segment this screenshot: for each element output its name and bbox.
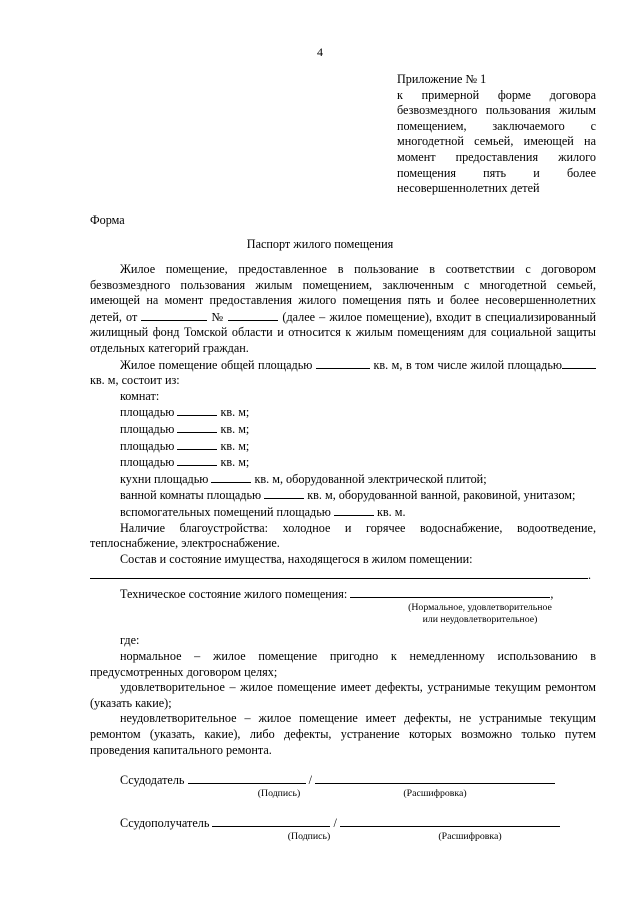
room-area-line: площадью кв. м; — [120, 438, 250, 453]
auxiliary-area-field[interactable] — [334, 504, 374, 516]
property-paragraph: Состав и состояние имущества, находящегося в жилом помещении: . — [90, 552, 596, 584]
room-area-field[interactable] — [177, 404, 217, 416]
where-label: где: — [120, 633, 140, 648]
room-area-line: площадью кв. м; — [120, 455, 250, 470]
amenities-paragraph: Наличие благоустройства: холодное и горячее водоснабжение, водоотведение, теплоснабжение, электроснабжение. — [90, 520, 596, 551]
document-title: Паспорт жилого помещения — [246, 237, 394, 251]
borrower-signature-field[interactable] — [212, 815, 330, 827]
appendix-title: Приложение № 1 — [397, 72, 487, 86]
appendix-body: к примерной форме договора безвозмездного пользования жилым помещением, заключаемого с многодетной семьей, имеющей на момент предоставления жилого помещения пять и более — [397, 87, 596, 180]
document-body — [90, 262, 596, 758]
appendix-header — [397, 72, 596, 197]
lender-label: Ссудодатель — [120, 773, 185, 787]
borrower-label: Ссудополучатель — [120, 816, 210, 830]
tech-state-line: Техническое состояние жилого помещения: , — [120, 586, 554, 601]
lender-signature-field[interactable] — [188, 772, 306, 784]
room-area-field[interactable] — [177, 438, 217, 450]
borrower-decode-caption: (Расшифровка) — [438, 831, 502, 842]
room-area-line: площадью кв. м; — [120, 405, 250, 420]
borrower-sign-caption: (Подпись) — [287, 831, 331, 842]
lender-name-field[interactable] — [315, 772, 555, 784]
satisfactory-definition: удовлетворительное – жилое помещение имеет дефекты, устранимые текущим ремонтом (указать какие); — [90, 680, 596, 710]
total-area-field[interactable] — [316, 357, 370, 369]
bathroom-area-field[interactable] — [264, 487, 304, 499]
room-area-line: площадью кв. м; — [120, 421, 250, 436]
lender-decode-caption: (Расшифровка) — [403, 788, 467, 799]
unsatisfactory-definition: неудовлетворительное – жилое помещение имеет дефекты, не устранимые текущим ремонтом (указать, какие), либо дефекты, устранение которых возможно только путем проведения капитального ремонта. — [90, 711, 596, 757]
property-field[interactable] — [90, 567, 588, 579]
kitchen-line: кухни площадью кв. м, оборудованной электрической плитой; — [120, 471, 487, 486]
appendix-body-end: несовершеннолетних детей — [397, 181, 540, 196]
intro-paragraph: Жилое помещение, предоставленное в пользование в соответствии с договором безвозмездного пользования жилым помещением, заключенным с многодетной семьей, имеющей на момент предоставления жилого помещения пять и более несовершеннолетних детей, от № (далее – жилое помещение), входит в специализированный жилищный фонд Томской области и относится к жилым помещениям для социальной защиты отдельных категорий граждан. — [90, 262, 597, 355]
normal-definition: нормальное – жилое помещение пригодно к немедленному использованию в предусмотренных договором целях; — [90, 649, 596, 679]
bathroom-line: ванной комнаты площадью кв. м, оборудованной ванной, раковиной, унитазом; — [120, 488, 576, 503]
contract-date-field[interactable] — [141, 309, 207, 321]
area-paragraph: Жилое помещение общей площадью кв. м, в том числе жилой площадью кв. м, состоит из: — [90, 357, 596, 389]
lender-sign-caption: (Подпись) — [257, 788, 301, 799]
living-area-field[interactable] — [562, 357, 596, 369]
auxiliary-line: вспомогательных помещений площадью кв. м. — [120, 504, 406, 519]
rooms-label: комнат: — [120, 388, 160, 403]
room-area-field[interactable] — [177, 454, 217, 466]
kitchen-area-field[interactable] — [211, 471, 251, 483]
room-area-field[interactable] — [177, 421, 217, 433]
borrower-name-field[interactable] — [340, 815, 560, 827]
tech-state-field[interactable] — [350, 586, 550, 598]
page-number: 4 — [317, 45, 323, 59]
contract-number-field[interactable] — [228, 309, 278, 321]
document-page: 4 Приложение № 1 к примерной форме договора безвозмездного пользования жилым помещением, заключаемого с многодетной семьей, имеющей на момент предоставления жилого помещения пять и более несовершеннолетних детей Форма Паспорт жилого помещения Жилое помещение, предоставленное в пользование в соответствии с договором безвозмездного пользования жилым помещением, заключенным с многодетной семьей, имеющей на момент предоставления жилого помещения пять и более несовершеннолетних детей, от № (далее – жилое помещение), входит в специализированный жилищный фонд Томской области и относится к жилым помещениям для социальной защиты отдельных категорий граждан. Жилое помещение общей площадью кв. м, в том числе жилой площадью кв. м, состоит из: комнат: площадью кв. м; площадью кв. м; площадью кв. м; площадью кв. м; кухни площадью кв. м, оборудованной электрической плитой; ванной комнаты площадью кв. м, оборудованной ванной, раковиной, унитазом; вспомогательных помещений площадью кв. м. Наличие благоустройства: холодное и горячее водоснабжение, водоотведение, теплоснабжение, электроснабжение. Состав и состояние имущества, находящегося в жилом помещении: . Техническое состояние жилого помещения: , (Нормальное, удовлетворительное или неудовлетворительное) где: нормальное – жилое помещение пригодно к немедленному использованию в предусмотренных договором целях; удовлетворительное – жилое помещение имеет дефекты, устранимые текущим ремонтом (указать какие); неудовлетворительное – жилое помещение имеет дефекты, не устранимые текущим ремонтом (указать, какие), либо дефекты, устранение которых возможно только путем проведения капитального ремонта. Ссудодатель / (Подпись) (Расшифровка) Ссудополучатель / (Подпись) (Расшифровка) — [0, 0, 640, 905]
tech-state-caption: (Нормальное, удовлетворительное или неудовлетворительное) — [408, 602, 552, 626]
form-label: Форма — [90, 213, 125, 227]
